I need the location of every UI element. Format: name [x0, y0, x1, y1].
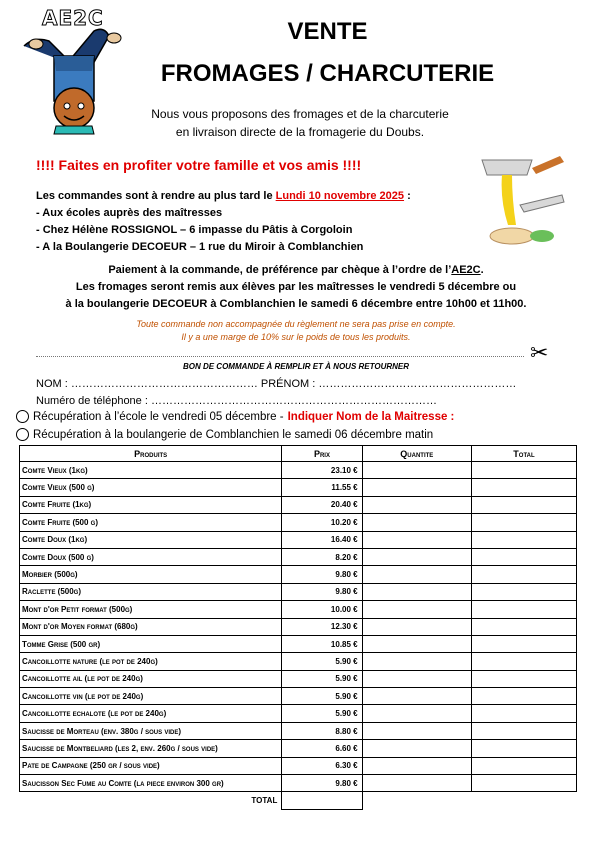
- product-name: Saucisse de Morteau (env. 380g / sous vide): [20, 722, 282, 739]
- table-row: [20, 618, 577, 635]
- total-cell[interactable]: [471, 514, 576, 531]
- quantity-cell[interactable]: [362, 618, 471, 635]
- total-cell[interactable]: [471, 740, 576, 757]
- product-price: 9.80 €: [282, 566, 362, 583]
- order-lead-end: :: [407, 190, 411, 202]
- delivery-line-2: à la boulangerie DECOEUR à Comblanchien le samedi 6 décembre entre 10h00 et 11h00.: [65, 298, 527, 310]
- intro-line-2: en livraison directe de la fromagerie du Doubs.: [175, 125, 425, 139]
- grand-total-cell[interactable]: [282, 792, 362, 809]
- raclette-illustration: [472, 140, 572, 250]
- pickup-bakery-option[interactable]: [16, 428, 433, 441]
- intro-line-1: Nous vous proposons des fromages et de la charcuterie: [151, 107, 449, 121]
- pickup-school-radio[interactable]: [16, 410, 29, 423]
- pickup-school-option[interactable]: [16, 410, 454, 423]
- logo-text: AE2C: [42, 6, 104, 30]
- product-price: 6.60 €: [282, 740, 362, 757]
- product-name: Tomme Grise (500 gr): [20, 635, 282, 652]
- total-cell[interactable]: [471, 705, 576, 722]
- table-row: [20, 531, 577, 548]
- order-deadline-line: [36, 188, 411, 205]
- table-row: [20, 653, 577, 670]
- pickup-school-teacher: Indiquer Nom de la Maitresse :: [287, 410, 455, 423]
- product-name: Cancoillotte vin (le pot de 240g): [20, 688, 282, 705]
- quantity-cell[interactable]: [362, 688, 471, 705]
- product-price: 20.40 €: [282, 496, 362, 513]
- table-row: [20, 583, 577, 600]
- total-cell[interactable]: [471, 531, 576, 548]
- product-name: Comte Vieux (1kg): [20, 462, 282, 479]
- payment-delivery-info: [36, 262, 556, 313]
- table-row: [20, 775, 577, 792]
- table-row: [20, 496, 577, 513]
- quantity-cell[interactable]: [362, 670, 471, 687]
- quantity-cell[interactable]: [362, 496, 471, 513]
- name-field[interactable]: NOM : …………………………………………… PRÉNOM : ………………………………………………: [36, 378, 517, 390]
- total-cell[interactable]: [471, 688, 576, 705]
- table-row: [20, 705, 577, 722]
- total-cell[interactable]: [471, 635, 576, 652]
- total-cell[interactable]: [471, 722, 576, 739]
- quantity-cell[interactable]: [362, 722, 471, 739]
- payment-text: Paiement à la commande, de préférence par chèque à l’ordre de l’: [108, 264, 452, 276]
- col-header-price: Prix: [282, 446, 362, 462]
- product-price: 5.90 €: [282, 670, 362, 687]
- quantity-cell[interactable]: [362, 757, 471, 774]
- product-price: 9.80 €: [282, 583, 362, 600]
- table-row: [20, 548, 577, 565]
- payment-end: .: [480, 264, 484, 276]
- product-name: Comte Vieux (500 g): [20, 479, 282, 496]
- total-cell[interactable]: [471, 653, 576, 670]
- product-name: Mont d'or Moyen format (680g): [20, 618, 282, 635]
- page-title-line1: VENTE: [287, 18, 368, 45]
- product-name: Comte Fruite (500 g): [20, 514, 282, 531]
- table-row: [20, 462, 577, 479]
- pickup-bakery-label: Récupération à la boulangerie de Comblanchien le samedi 06 décembre matin: [33, 428, 434, 441]
- product-price: 12.30 €: [282, 618, 362, 635]
- total-cell[interactable]: [471, 601, 576, 618]
- product-name: Saucisson Sec Fume au Comte (la piece environ 300 gr): [20, 775, 282, 792]
- product-price: 5.90 €: [282, 705, 362, 722]
- table-total-row: [20, 792, 577, 809]
- product-price: 10.20 €: [282, 514, 362, 531]
- payment-line: [36, 262, 556, 279]
- note-line-1: Toute commande non accompagnée du règlement ne sera pas prise en compte.: [136, 319, 456, 329]
- form-heading: BON DE COMMANDE À REMPLIR ET À NOUS RETOURNER: [182, 362, 410, 371]
- table-row: [20, 757, 577, 774]
- table-row: [20, 635, 577, 652]
- quantity-cell[interactable]: [362, 705, 471, 722]
- product-name: Saucisse de Montbeliard (les 2, env. 260g / sous vide): [20, 740, 282, 757]
- quantity-cell[interactable]: [362, 479, 471, 496]
- product-name: Mont d'or Petit format (500g): [20, 601, 282, 618]
- quantity-cell[interactable]: [362, 583, 471, 600]
- product-price: 5.90 €: [282, 653, 362, 670]
- product-price: 10.85 €: [282, 635, 362, 652]
- table-row: [20, 670, 577, 687]
- cut-line: [36, 356, 524, 357]
- phone-field[interactable]: Numéro de téléphone : ……………………………………………………………………: [36, 395, 437, 407]
- product-price: 16.40 €: [282, 531, 362, 548]
- pickup-bakery-radio[interactable]: [16, 428, 29, 441]
- scissors-icon: ✂: [530, 340, 549, 365]
- product-price: 8.20 €: [282, 548, 362, 565]
- col-header-quantity: Quantite: [362, 446, 471, 462]
- product-price: 6.30 €: [282, 757, 362, 774]
- product-price: 10.00 €: [282, 601, 362, 618]
- order-instructions: [36, 188, 411, 256]
- product-price: 11.55 €: [282, 479, 362, 496]
- table-row: [20, 740, 577, 757]
- table-row: [20, 566, 577, 583]
- total-cell[interactable]: [471, 479, 576, 496]
- order-place-3: - A la Boulangerie DECOEUR – 1 rue du Miroir à Comblanchien: [36, 241, 364, 253]
- total-cell[interactable]: [471, 618, 576, 635]
- quantity-cell[interactable]: [362, 775, 471, 792]
- quantity-cell[interactable]: [362, 514, 471, 531]
- product-name: Comte Doux (1kg): [20, 531, 282, 548]
- total-label: TOTAL: [251, 796, 278, 806]
- table-header-row: [20, 446, 577, 462]
- product-price: 5.90 €: [282, 688, 362, 705]
- order-lead: Les commandes sont à rendre au plus tard le: [36, 190, 273, 202]
- order-place-1: - Aux écoles auprès des maîtresses: [36, 207, 223, 219]
- product-name: Cancoillotte nature (le pot de 240g): [20, 653, 282, 670]
- total-cell[interactable]: [471, 775, 576, 792]
- total-cell[interactable]: [471, 757, 576, 774]
- quantity-cell[interactable]: [362, 566, 471, 583]
- product-name: Cancoillotte ail (le pot de 240g): [20, 670, 282, 687]
- table-row: [20, 479, 577, 496]
- table-row: [20, 688, 577, 705]
- table-row: [20, 722, 577, 739]
- page-title-line2: FROMAGES / CHARCUTERIE: [160, 60, 495, 87]
- product-name: Comte Fruite (1kg): [20, 496, 282, 513]
- table-row: [20, 514, 577, 531]
- order-deadline: Lundi 10 novembre 2025: [275, 190, 405, 202]
- notes: [36, 318, 556, 344]
- payment-ae2c: AE2C: [451, 264, 481, 276]
- delivery-line-1: Les fromages seront remis aux élèves par les maîtresses le vendredi 5 décembre ou: [75, 281, 517, 293]
- order-place-2: - Chez Hélène ROSSIGNOL – 6 impasse du Pâtis à Corgoloin: [36, 224, 353, 236]
- total-cell[interactable]: [471, 583, 576, 600]
- total-cell[interactable]: [471, 566, 576, 583]
- total-cell[interactable]: [471, 496, 576, 513]
- total-cell[interactable]: [471, 462, 576, 479]
- quantity-cell[interactable]: [362, 462, 471, 479]
- quantity-cell[interactable]: [362, 635, 471, 652]
- intro-text: [130, 105, 470, 141]
- promo-banner: !!!! Faites en profiter votre famille et vos amis !!!!: [36, 157, 362, 173]
- quantity-cell[interactable]: [362, 531, 471, 548]
- order-table: [19, 445, 577, 810]
- quantity-cell[interactable]: [362, 601, 471, 618]
- product-name: Comte Doux (500 g): [20, 548, 282, 565]
- product-name: Pate de Campagne (250 gr / sous vide): [20, 757, 282, 774]
- pickup-school-label: Récupération à l’école le vendredi 05 décembre -: [33, 410, 284, 423]
- empty-cell: [471, 792, 576, 809]
- table-row: [20, 601, 577, 618]
- col-header-products: Produits: [20, 446, 282, 462]
- total-cell[interactable]: [471, 548, 576, 565]
- quantity-cell[interactable]: [362, 548, 471, 565]
- product-price: 8.80 €: [282, 722, 362, 739]
- col-header-total: Total: [471, 446, 576, 462]
- quantity-cell[interactable]: [362, 740, 471, 757]
- note-line-2: Il y a une marge de 10% sur le poids de tous les produits.: [181, 332, 411, 342]
- product-price: 23.10 €: [282, 462, 362, 479]
- product-name: Cancoillotte echalote (le pot de 240g): [20, 705, 282, 722]
- product-name: Morbier (500g): [20, 566, 282, 583]
- quantity-cell[interactable]: [362, 653, 471, 670]
- total-cell[interactable]: [471, 670, 576, 687]
- empty-cell: [362, 792, 471, 809]
- product-price: 9.80 €: [282, 775, 362, 792]
- product-name: Raclette (500g): [20, 583, 282, 600]
